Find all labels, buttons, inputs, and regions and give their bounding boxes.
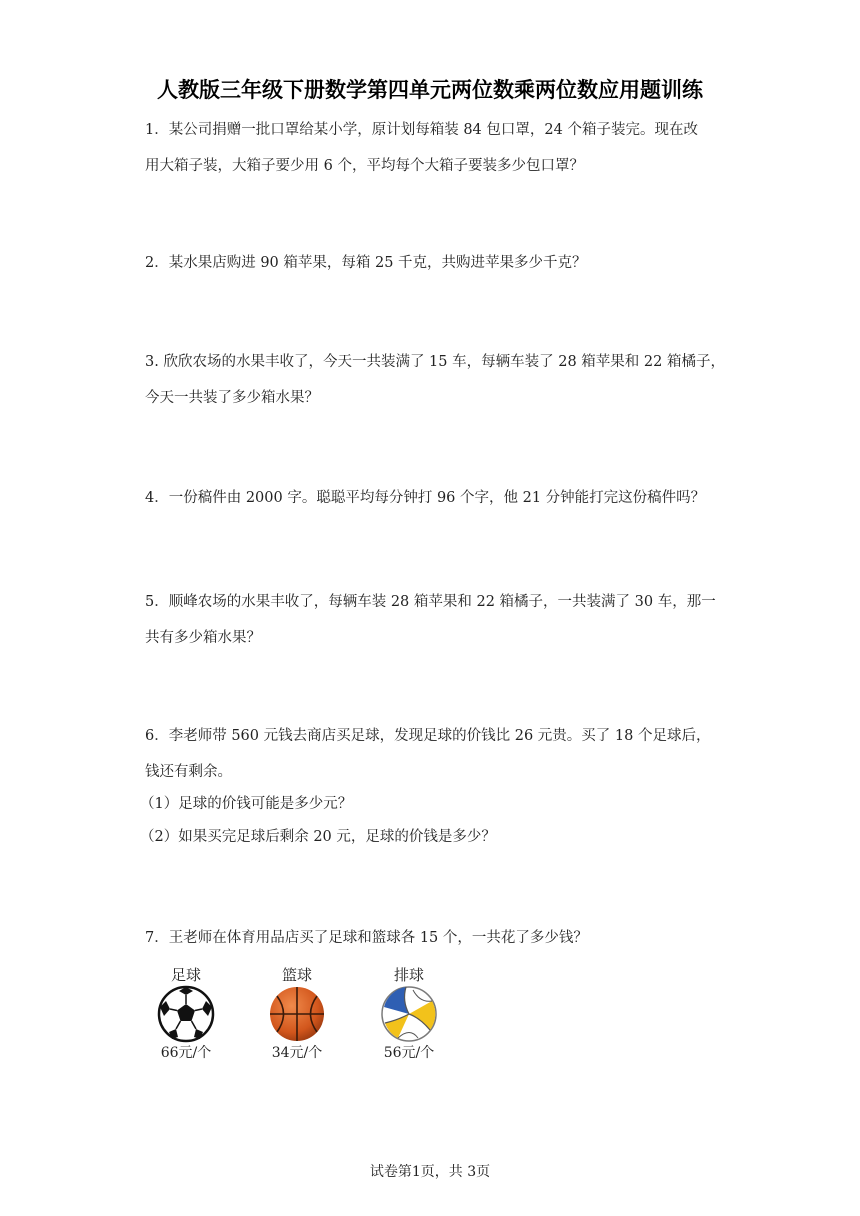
ball-label-soccer: 足球 (170, 966, 201, 984)
question-2-line-1: 2．某水果店购进 90 箱苹果，每箱 25 千克，共购进苹果多少千克？ (145, 255, 587, 271)
ball-label-basketball: 篮球 (281, 966, 312, 984)
question-5-line-2: 共有多少箱水果？ (145, 630, 261, 646)
question-5-line-1: 5．顺峰农场的水果丰收了，每辆车装 28 箱苹果和 22 箱橘子，一共装满了 30 车，那一 (145, 594, 716, 610)
page-footer: 试卷第1页，共 3页 (369, 1164, 491, 1180)
question-6 (145, 718, 725, 790)
question-1-line-2: 用大箱子装，大箱子要少用 6 个，平均每个大箱子要装多少包口罩？ (145, 158, 584, 174)
volleyball-icon (380, 985, 438, 1043)
question-4-line-1: 4．一份稿件由 2000 字。聪聪平均每分钟打 96 个字，他 21 分钟能打完这份稿件吗？ (145, 490, 706, 506)
question-7 (145, 920, 725, 956)
question-2 (145, 245, 725, 281)
basketball-icon (268, 985, 326, 1043)
question-6-line-2: 钱还有剩余。 (145, 764, 232, 780)
price-volleyball: 56元/个 (383, 1045, 435, 1061)
page-title: 人教版三年级下册数学第四单元两位数乘两位数应用题训练 (157, 78, 703, 102)
soccer-ball-icon (157, 985, 215, 1043)
question-3 (145, 344, 725, 416)
question-6-line-1: 6．李老师带 560 元钱去商店买足球，发现足球的价钱比 26 元贵。买了 18 个足球后， (145, 728, 711, 744)
question-4 (145, 480, 725, 516)
price-soccer: 66元/个 (160, 1045, 212, 1061)
price-basketball: 34元/个 (271, 1045, 323, 1061)
ball-label-volleyball: 排球 (393, 966, 424, 984)
question-1 (145, 112, 725, 184)
question-3-line-1: 3. 欣欣农场的水果丰收了，今天一共装满了 15 车，每辆车装了 28 箱苹果和 22 箱橘子， (145, 354, 725, 370)
question-1-line-1: 1．某公司捐赠一批口罩给某小学，原计划每箱装 84 包口罩，24 个箱子装完。现在改 (145, 122, 698, 138)
question-7-line-1: 7．王老师在体育用品店买了足球和篮球各 15 个，一共花了多少钱？ (145, 930, 588, 946)
question-3-line-2: 今天一共装了多少箱水果？ (145, 390, 319, 406)
question-6-sub-1: （1）足球的价钱可能是多少元？ (140, 796, 353, 812)
question-6-sub-2: （2）如果买完足球后剩余 20 元，足球的价钱是多少？ (140, 829, 496, 845)
question-5 (145, 584, 725, 656)
